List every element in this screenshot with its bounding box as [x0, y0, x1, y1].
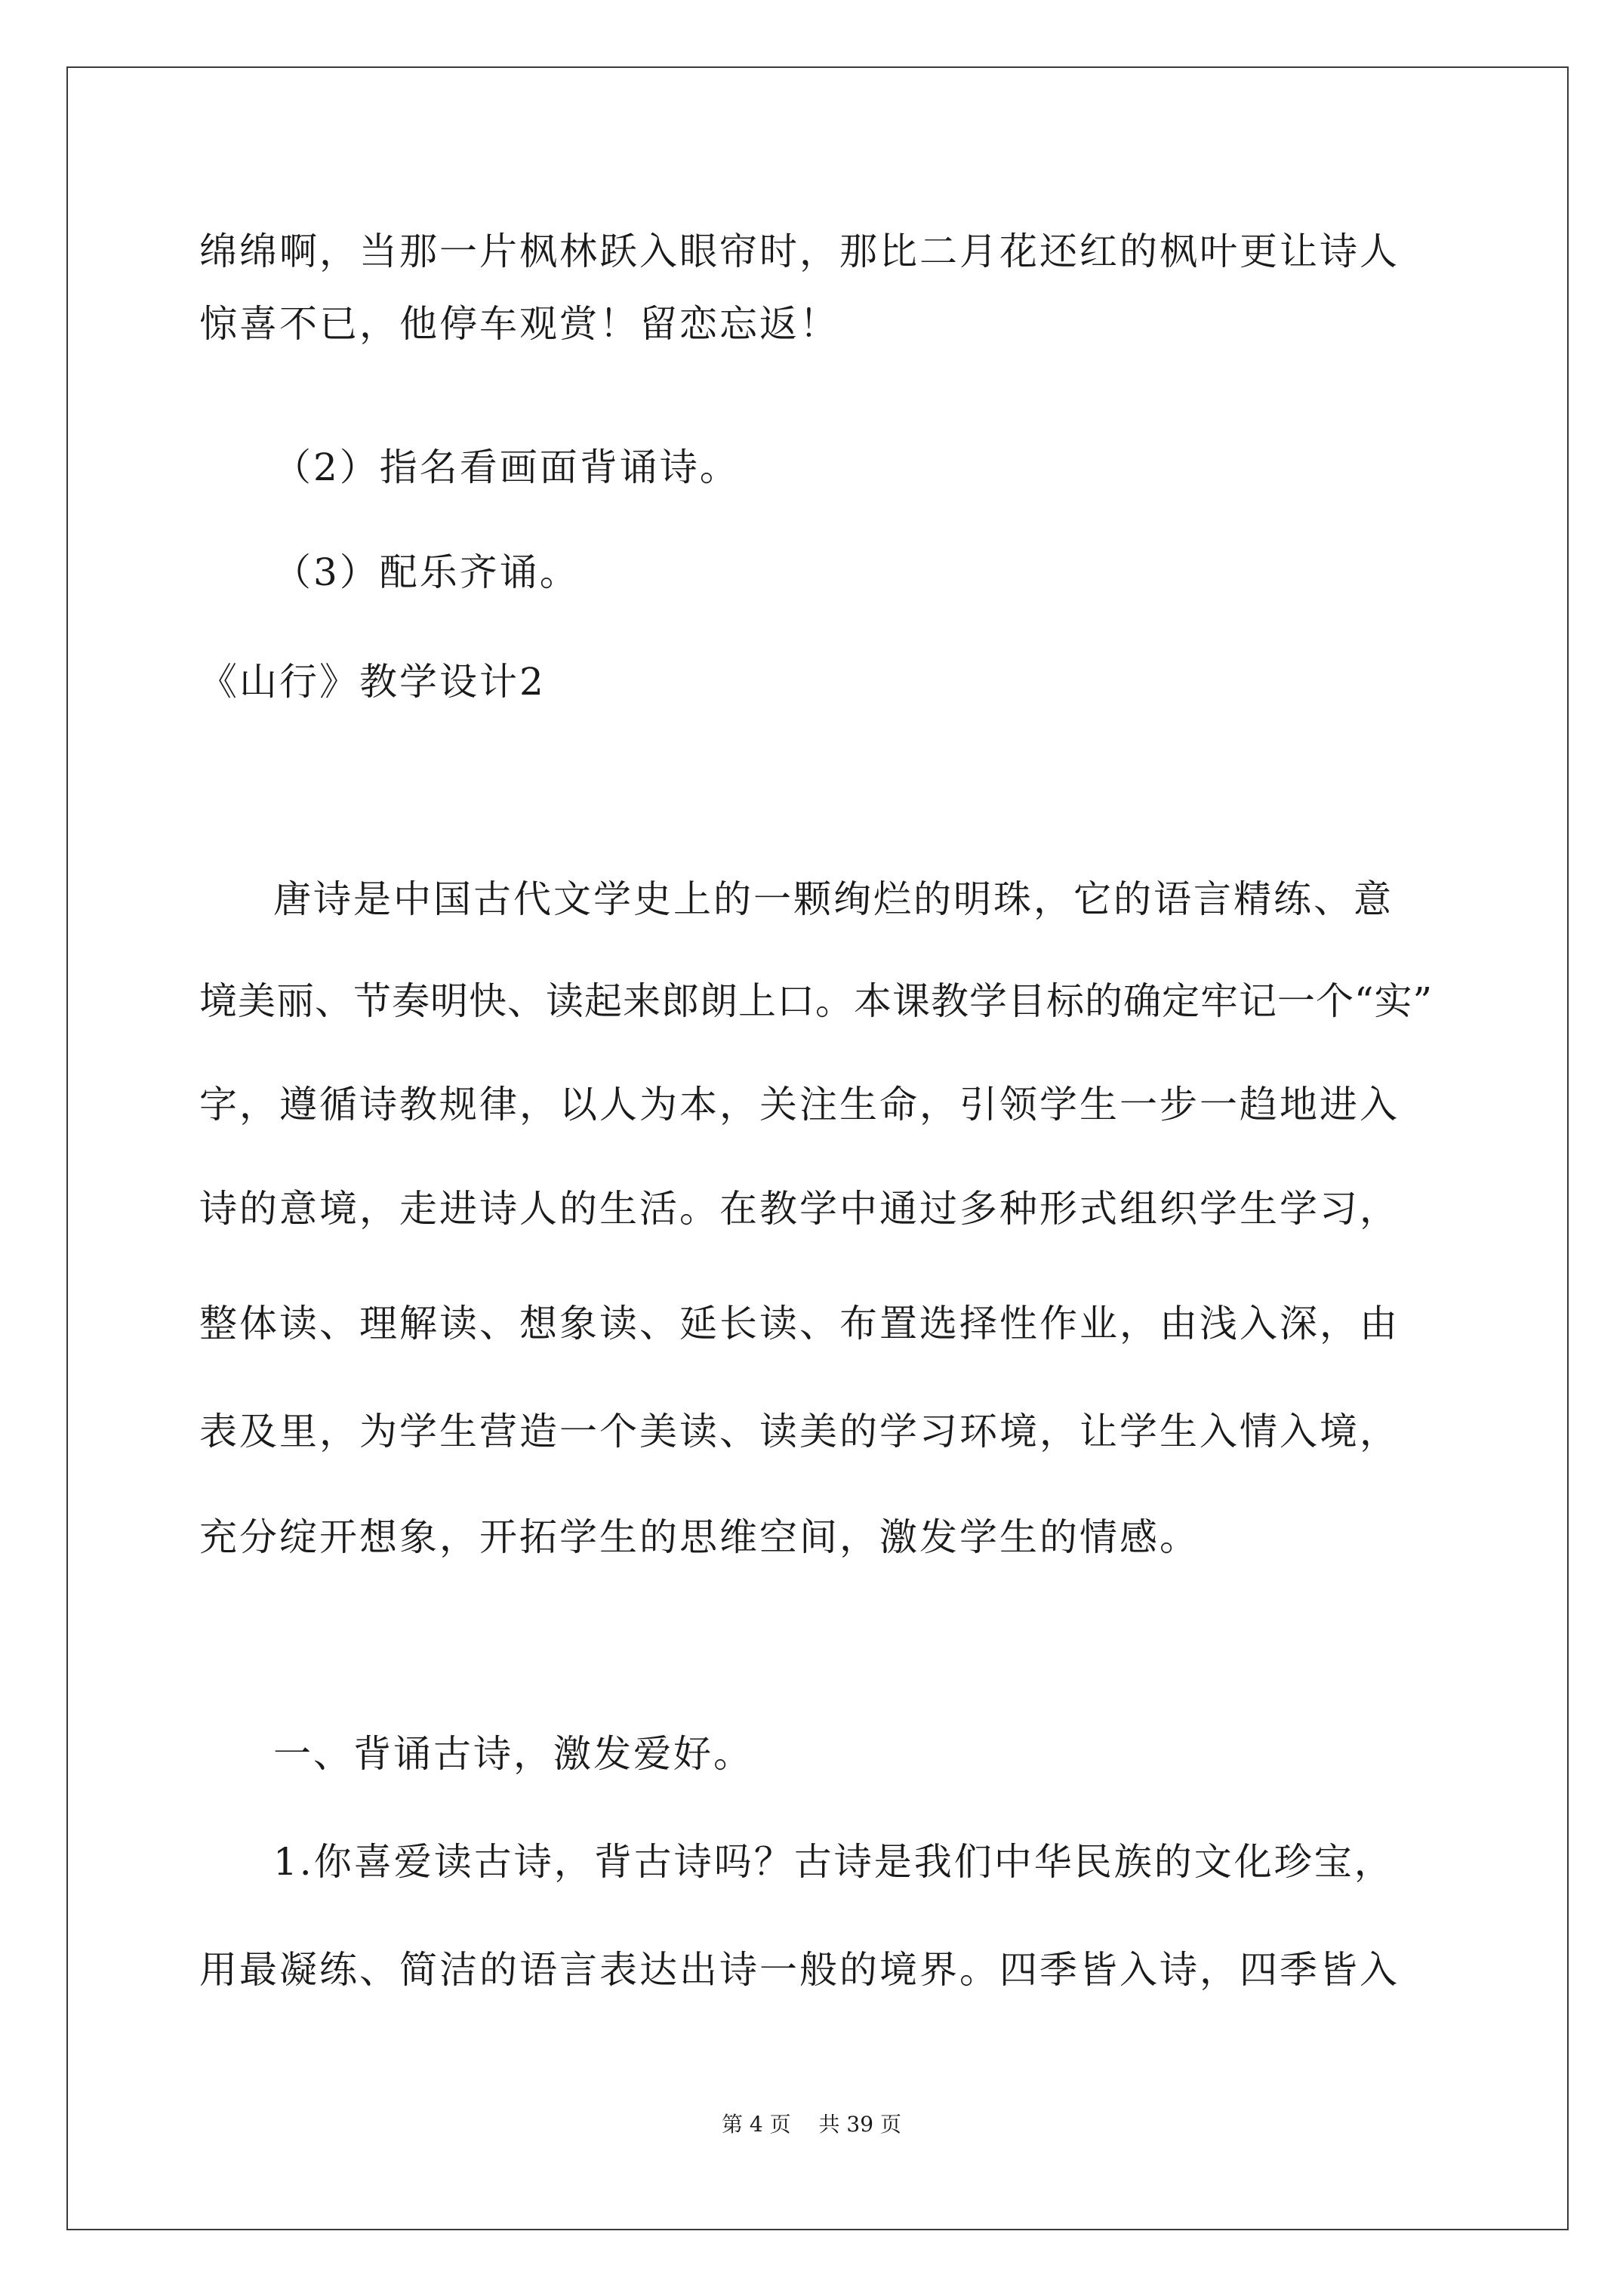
subheading: 一、背诵古诗，激发爱好。 [273, 1732, 753, 1776]
paragraph-line: 用最凝练、简洁的语言表达出诗一般的境界。四季皆入诗，四季皆入 [199, 1948, 1400, 1992]
list-item: （3）配乐齐诵。 [273, 550, 580, 594]
paragraph-line: 唐诗是中国古代文学史上的一颗绚烂的明珠，它的语言精练、意 [273, 877, 1394, 921]
paragraph-line: 1.你喜爱读古诗，背古诗吗？古诗是我们中华民族的文化珍宝， [273, 1840, 1394, 1884]
paragraph-line: 绵绵啊，当那一片枫林跃入眼帘时，那比二月花还红的枫叶更让诗人 [199, 230, 1400, 273]
paragraph-line: 惊喜不已，他停车观赏！留恋忘返！ [199, 302, 839, 346]
page-number: 第 4 页 共 39 页 [722, 2112, 901, 2137]
paragraph-line: 诗的意境，走进诗人的生活。在教学中通过多种形式组织学生学习， [199, 1187, 1400, 1231]
paragraph-line: 整体读、理解读、想象读、延长读、布置选择性作业，由浅入深，由 [199, 1302, 1400, 1345]
paragraph-line: 境美丽、节奏明快、读起来郎朗上口。本课教学目标的确定牢记一个“实” [199, 979, 1434, 1023]
list-item: （2）指名看画面背诵诗。 [273, 445, 740, 489]
paragraph-line: 字，遵循诗教规律，以人为本，关注生命，引领学生一步一趋地进入 [199, 1083, 1400, 1126]
paragraph-line: 充分绽开想象，开拓学生的思维空间，激发学生的情感。 [199, 1515, 1200, 1559]
section-heading: 《山行》教学设计2 [199, 660, 546, 704]
paragraph-line: 表及里，为学生营造一个美读、读美的学习环境，让学生入情入境， [199, 1410, 1400, 1453]
page-frame [66, 66, 1569, 2230]
